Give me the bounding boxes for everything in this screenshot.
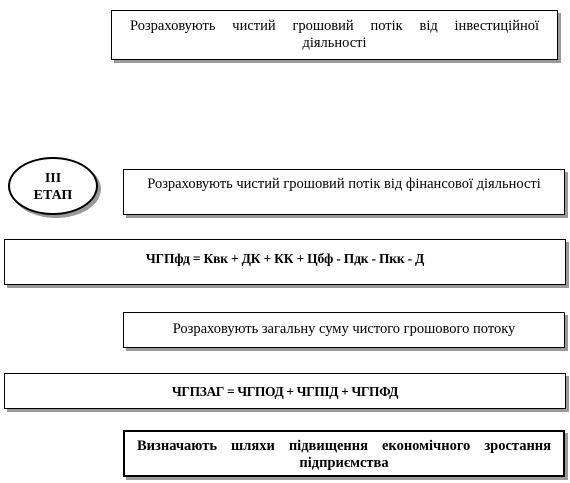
stage-three-oval [8,157,98,215]
total-cashflow-text: Розраховують загальну суму чистого грошового потоку [172,321,516,337]
stage-number: III [44,171,62,186]
total-formula-box [4,373,566,409]
investing-cashflow-text: Розраховують чистий грошовий потік від інвестиційної діяльності [130,18,539,51]
financing-cashflow-text: Розраховують чистий грошовий потік від фінансової діяльності [147,176,541,192]
financing-cashflow-box [123,169,565,215]
total-formula-text: ЧГПЗАГ = ЧГПОД + ЧГПІД + ЧГПФД [171,384,399,399]
total-cashflow-box [123,312,565,348]
investing-cashflow-box [111,10,558,60]
financing-formula-box [4,239,566,285]
growth-paths-text: Визначають шляхи підвищення економічного зростання підприємства [137,438,551,471]
stage-label: ЕТАП [33,188,73,203]
growth-paths-box [123,430,565,477]
financing-formula-text: ЧГПфд = Квк + ДК + КК + Цбф - Пдк - Пкк - Д [145,251,425,266]
